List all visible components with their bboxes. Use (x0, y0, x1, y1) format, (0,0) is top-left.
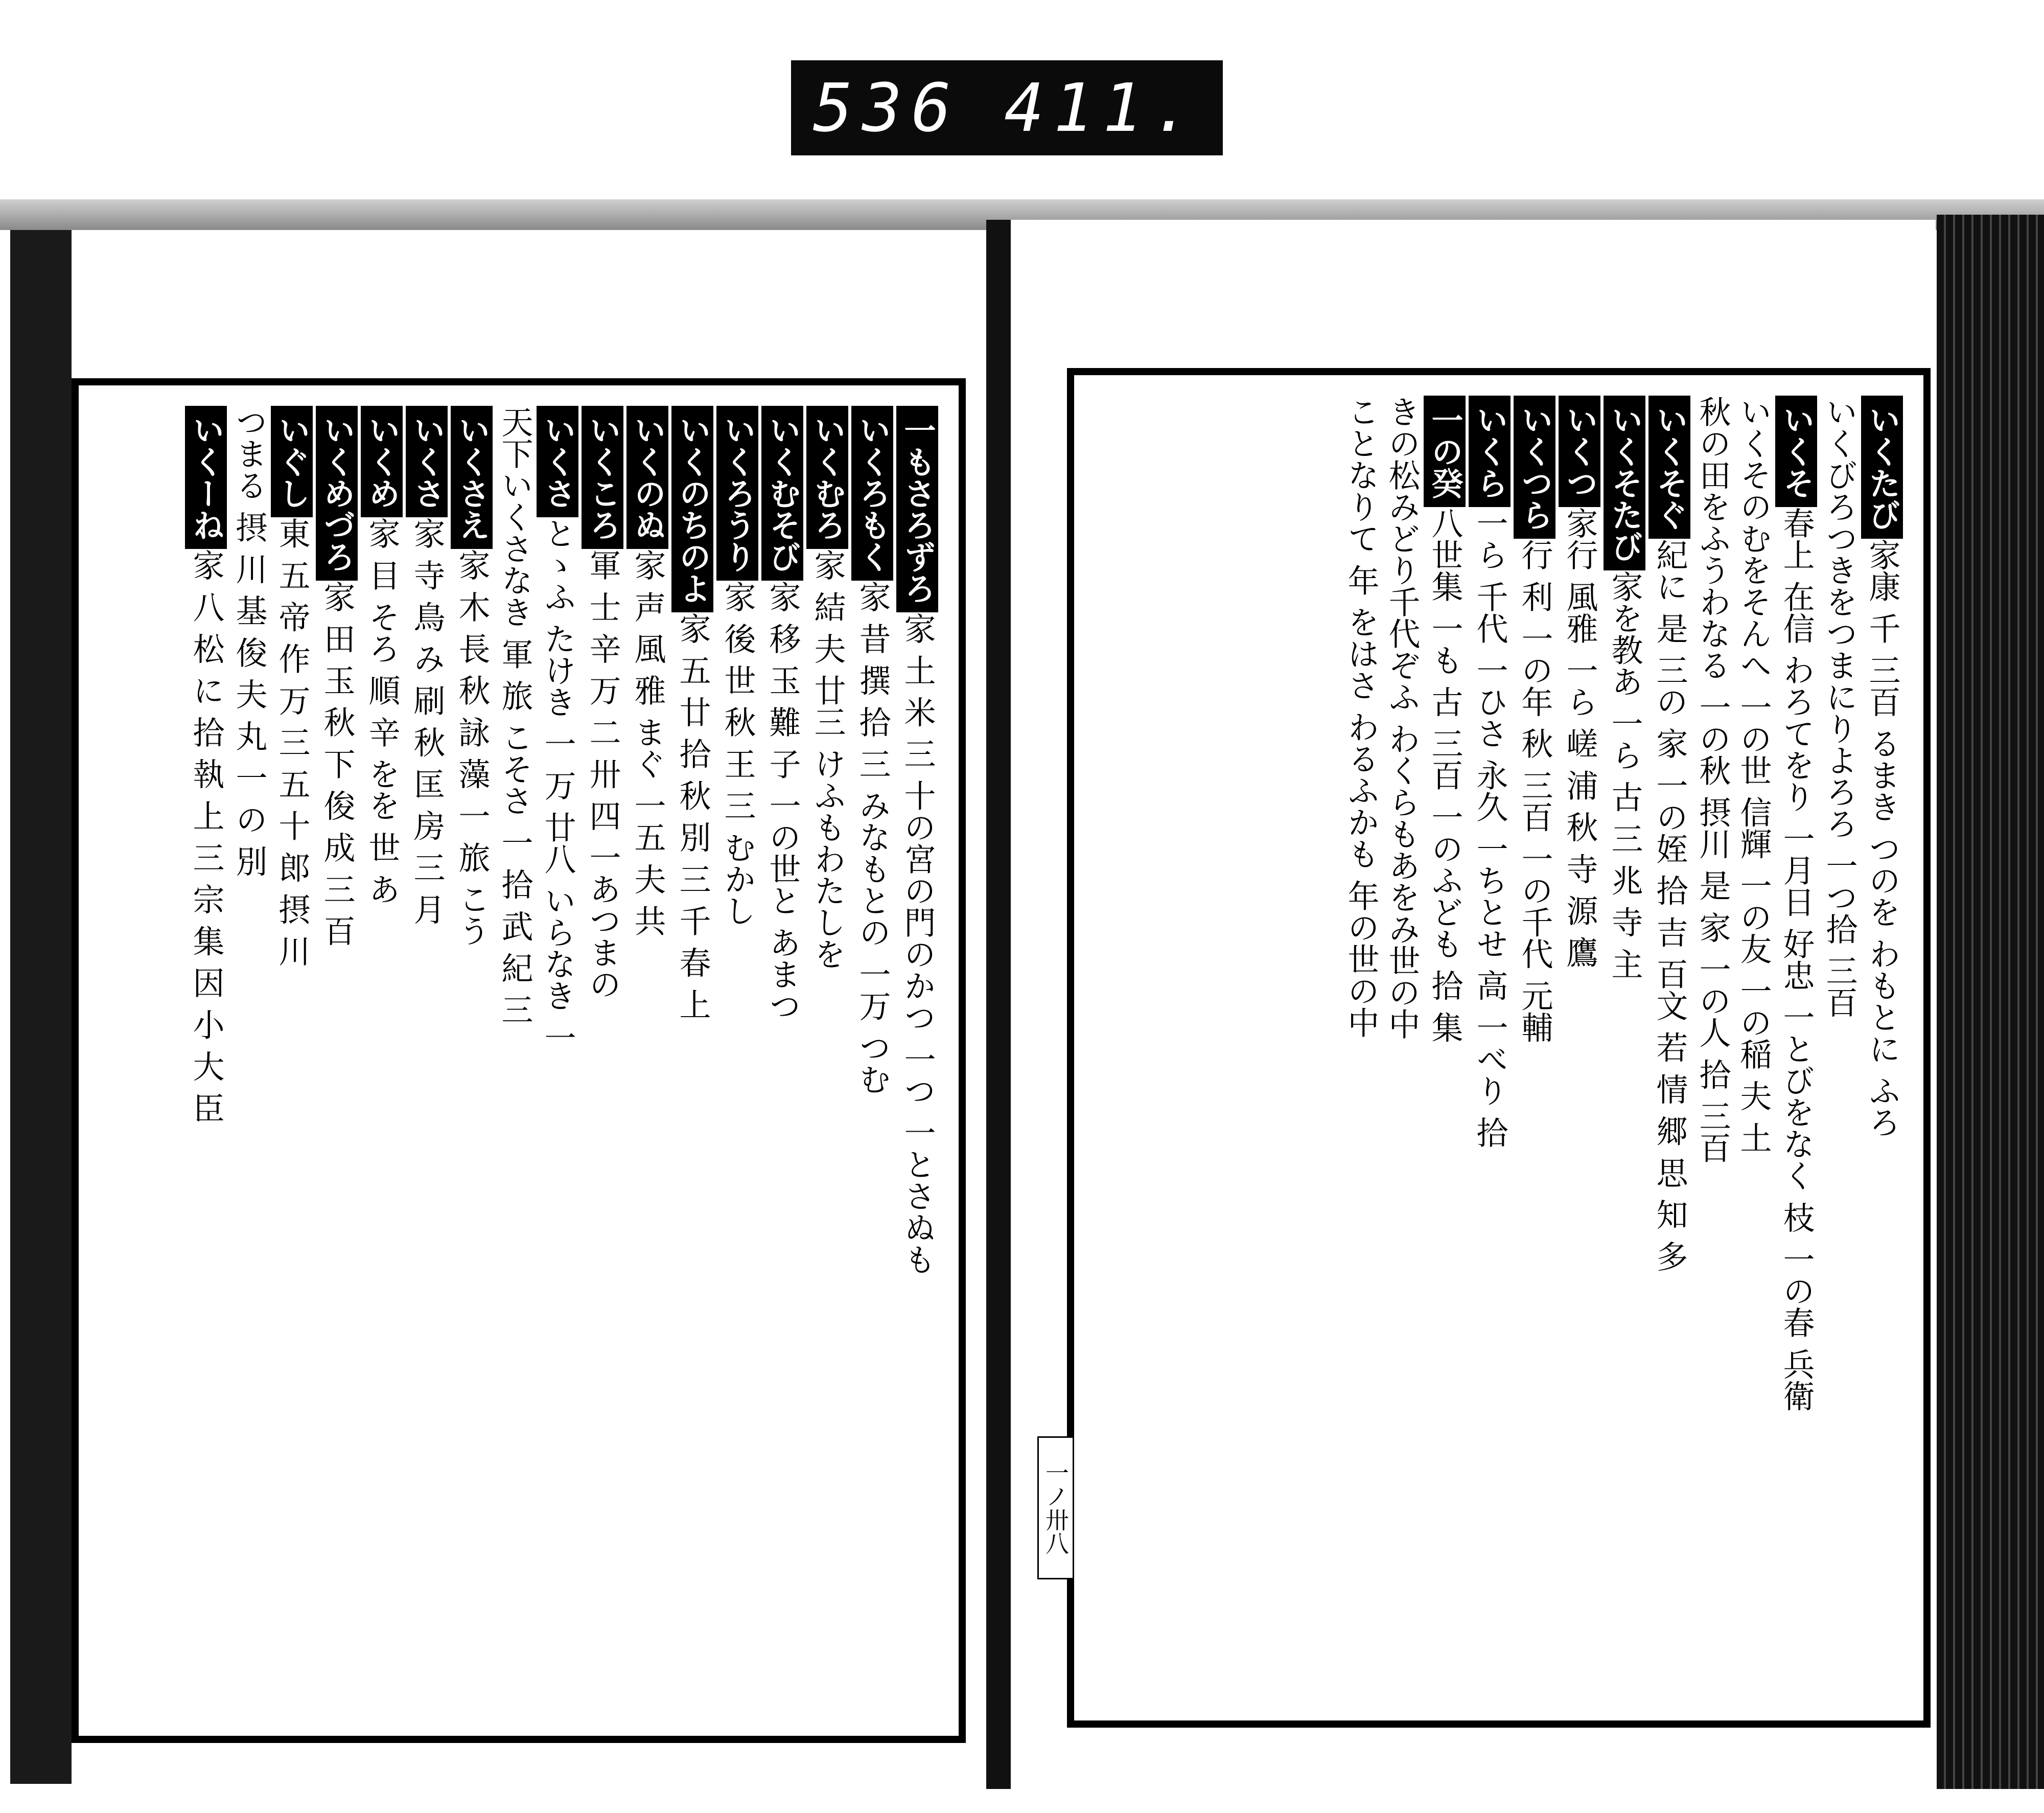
entry-text: 家を教あ 一ら 古 三 兆 寺 主 (1606, 570, 1643, 980)
text-column (451, 406, 493, 1715)
entry-heading: いくめづろ (316, 406, 358, 581)
entry-text: 家 目 そろ 順 辛 をを 世 あ (363, 517, 401, 905)
text-column (671, 406, 713, 1715)
entry-text: 家 五 廿 拾 秋 別 三 千 春 上 (674, 612, 711, 1020)
entry-heading: いくろもく (851, 406, 893, 581)
entry-text: きの松みどり千代ぞふ わくらもあをみ世の中 (1383, 396, 1421, 1040)
entry-text: 家康 千 三百 るまき つのを わもとに ふろ (1864, 539, 1901, 1138)
folio-number: 一ノ卅八 (1037, 1436, 1074, 1579)
entry-text: 家 土 米 三 十の宮の門のかつ 一つ 一とさぬも (899, 612, 936, 1275)
entry-heading: いくそ (1775, 396, 1817, 507)
text-column (1559, 396, 1600, 1700)
entry-heading: いくたび (1861, 396, 1903, 539)
entry-text: 家 声 風 雅 まぐ 一五 夫 共 (629, 549, 666, 936)
entry-heading: いくつ (1559, 396, 1600, 507)
book-right-page-stack (1937, 215, 2044, 1789)
entry-text: いくびろつきをつまにりよろろ 一つ拾 三百 (1821, 396, 1858, 1018)
entry-heading: いくさ (406, 406, 448, 517)
entry-text: とゝふ たけき 一 万 廿八 いらなき 一 (539, 517, 576, 1053)
entry-text: 家 結 夫 廿三 けふもわたしを (809, 549, 846, 970)
text-column (406, 406, 448, 1715)
text-column (1342, 396, 1380, 1700)
text-column (761, 406, 803, 1715)
open-book (0, 199, 2044, 1813)
book-left-edge (10, 230, 72, 1784)
text-column (896, 406, 938, 1715)
left-page-columns (99, 406, 938, 1715)
entry-text: ことなりて 年 をはさ わるふかも 年の世の中 (1342, 396, 1380, 1038)
entry-text: 春上 在信 わろてをり 一月日 好忠 一とびをなく 枝 一の春 兵衛 (1778, 507, 1815, 1412)
book-gutter (986, 220, 1011, 1789)
text-column (1514, 396, 1555, 1700)
text-column (582, 406, 623, 1715)
left-page (72, 230, 986, 1763)
text-column (496, 406, 533, 1715)
text-column (185, 406, 227, 1715)
right-page (1011, 220, 1936, 1763)
text-column (361, 406, 403, 1715)
text-column (1734, 396, 1772, 1700)
text-column (230, 406, 268, 1715)
entry-text: 家 移 玉 難 子 一の世と あまつ (764, 581, 801, 1022)
text-column (537, 406, 578, 1715)
entry-text: 一ら 千代 一ひさ 永久 一ちとせ 高 一べり 拾 (1471, 507, 1508, 1148)
left-page-frame (72, 378, 966, 1743)
entry-heading: いくさえ (451, 406, 493, 549)
entry-text: 家行 風雅 一ら 嵯 浦 秋 寺 源 鷹 (1561, 507, 1598, 968)
entry-text: 行 利 一の年 秋 三百 一の千代 元輔 (1516, 539, 1553, 1043)
text-column (1383, 396, 1421, 1700)
right-page-frame (1067, 368, 1931, 1728)
entry-heading: いくつら (1514, 396, 1555, 539)
entry-text: 家 昔 撰 拾 三 みなもとの 一万 つむ (854, 581, 891, 1095)
text-column (1648, 396, 1690, 1700)
text-column (1775, 396, 1817, 1700)
text-column (1424, 396, 1466, 1700)
entry-heading: いくのぬ (626, 406, 668, 549)
archive-right-number: 411. (1004, 69, 1201, 147)
text-column (1693, 396, 1731, 1700)
text-column (851, 406, 893, 1715)
entry-text: つまる 摂 川 基 俊 夫 丸 一 の 別 (230, 406, 268, 877)
entry-heading: いくーね (185, 406, 227, 549)
entry-heading: いくろうり (716, 406, 758, 581)
text-column (271, 406, 313, 1715)
text-column (1469, 396, 1511, 1700)
entry-heading: いくら (1469, 396, 1511, 507)
text-column (806, 406, 848, 1715)
text-column (716, 406, 758, 1715)
entry-text: 紀に 是 三の 家 一の姪 拾 吉 百文 若 情 郷 思 知 多 (1651, 539, 1688, 1272)
entry-heading: いぐし (271, 406, 313, 517)
text-column (1820, 396, 1858, 1700)
entry-text: 家 後 世 秋 王 三 むかし (719, 581, 756, 927)
entry-heading: いくそぐ (1648, 396, 1690, 539)
entry-heading: いくむろ (806, 406, 848, 549)
entry-text: 家 田 玉 秋 下 俊 成 三 百 (318, 581, 356, 947)
entry-text: 天下いくさなき 軍 旅 こそさ 一 拾 武 紀 三 (496, 406, 533, 1025)
entry-text: 家 木 長 秋 詠 藻 一 旅 こう (453, 549, 491, 947)
entry-heading: いくむそび (761, 406, 803, 581)
text-column (1604, 396, 1645, 1700)
archive-left-number: 536 (812, 69, 961, 147)
entry-heading: 一もさろずろ (896, 406, 938, 612)
entry-text: 八世集 一も 古 三百 一のふども 拾 集 (1426, 507, 1464, 1043)
archive-label (791, 60, 1223, 155)
entry-text: 軍 士 辛 万 二 卅 四 一あつまの (584, 549, 621, 1000)
entry-heading: いくのちのよ (671, 406, 713, 612)
text-column (626, 406, 668, 1715)
text-column (1861, 396, 1903, 1700)
entry-text: 秋の田をふうわなる 一の秋 摂川 是 家 一の人 拾 三百 (1694, 396, 1731, 1163)
entry-heading: 一の癸 (1424, 396, 1466, 507)
entry-heading: いくころ (582, 406, 623, 549)
text-column (316, 406, 358, 1715)
entry-text: 家 八 松 に 拾 執 上 三 宗 集 因 小 大 臣 (188, 549, 225, 1124)
entry-heading: いくさ (537, 406, 578, 517)
entry-text: 東 五 帝 作 万 三 五 十 郎 摂 川 (273, 517, 311, 967)
entry-text: 家 寺 鳥 み 刷 秋 匡 房 三 月 (408, 517, 446, 925)
entry-heading: いくめ (361, 406, 403, 517)
entry-text: いくそのむをそんへ 一の世 信輝 一の友 一の稲 夫 土 (1735, 396, 1772, 1154)
entry-heading: いくそたび (1604, 396, 1645, 570)
right-page-columns (1095, 396, 1903, 1700)
